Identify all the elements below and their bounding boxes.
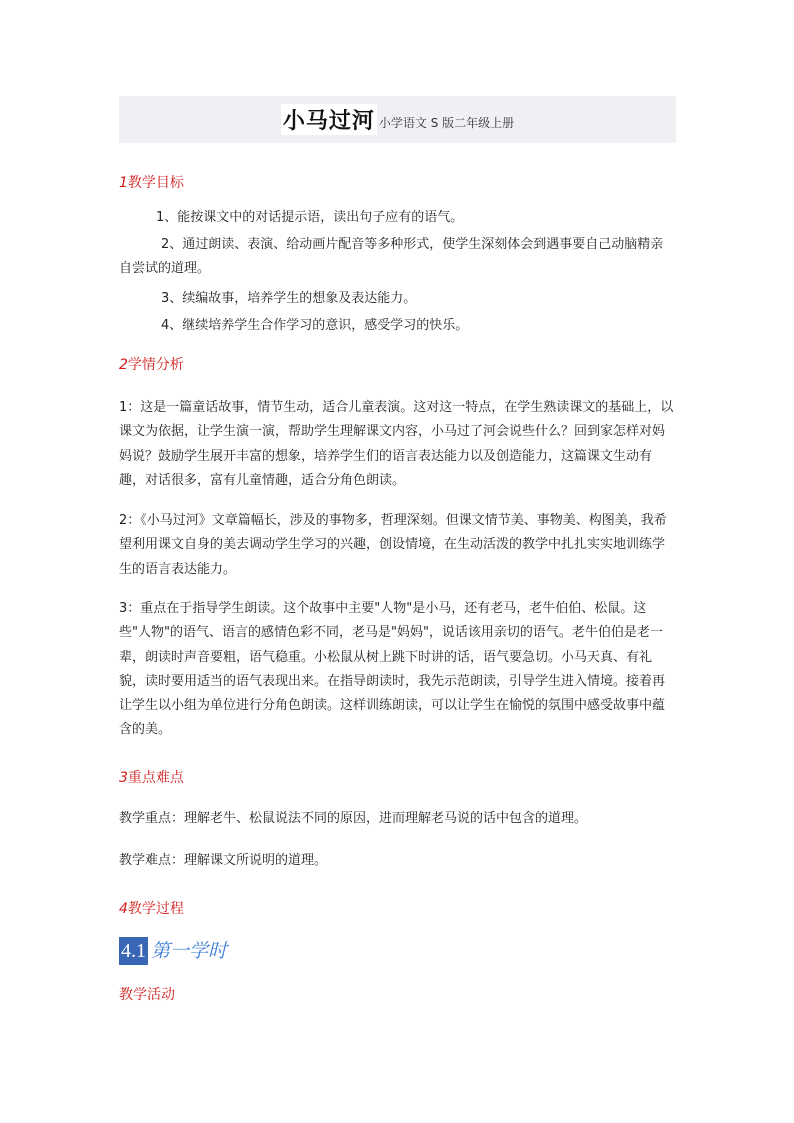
goal-item: 4、继续培养学生合作学习的意识，感受学习的快乐。: [161, 318, 469, 333]
section-number: 3: [119, 770, 128, 786]
goal-item: 2、通过朗读、表演、给动画片配音等多种形式，使学生深刻体会到遇事要自己动脑精亲自尝试的道理。: [119, 237, 664, 277]
analysis-paragraph: 1：这是一篇童话故事，情节生动，适合儿童表演。这对这一特点，在学生熟读课文的基础上，以课文为依据，让学生演一演，帮助学生理解课文内容，小马过了河会说些什么？回到家怎样对妈妈说？鼓励学生展开丰富的想象，培养学生们的语言表达能力以及创造能力，这篇课文生动有趣，对话很多，富有儿童情趣，适合分角色朗读。: [119, 400, 674, 488]
section-label: 学情分析: [127, 357, 184, 373]
key-difficulty: 教学难点：理解课文所说明的道理。: [119, 853, 328, 868]
section-label: 教学过程: [127, 901, 184, 917]
key-focus: 教学重点：理解老牛、松鼠说法不同的原因，进而理解老马说的话中包含的道理。: [119, 811, 588, 826]
section-label: 重点难点: [127, 770, 184, 786]
section-heading-keypoints: [119, 767, 184, 787]
activity-heading: 教学活动: [119, 987, 175, 1003]
goal-item: 1、能按课文中的对话提示语，读出句子应有的语气。: [156, 210, 464, 225]
subsection-title: 第一学时: [151, 940, 228, 962]
section-heading-process: [119, 898, 184, 918]
analysis-paragraph: 2：《小马过河》文章篇幅长，涉及的事物多，哲理深刻。但课文情节美、事物美、构图美，我希望利用课文自身的美去调动学生学习的兴趣，创设情境，在生动活泼的教学中扎扎实实地训练学生的语言表达能力。: [119, 513, 667, 577]
title-bar: [119, 96, 676, 143]
section-number: 4: [119, 901, 128, 917]
page-subtitle: 小学语文 S 版二年级上册: [378, 116, 515, 130]
section-number: 1: [119, 175, 128, 191]
analysis-paragraph: 3：重点在于指导学生朗读。这个故事中主要"人物"是小马，还有老马，老牛伯伯、松鼠。这些"人物"的语气、语言的感情色彩不同，老马是"妈妈"，说话该用亲切的语气。老牛伯伯是老一辈，朗读时声音要粗，语气稳重。小松鼠从树上跳下时讲的话，语气要急切。小马天真、有礼貌，读时要用适当的语气表现出来。在指导朗读时，我先示范朗读，引导学生进入情境。接着再让学生以小组为单位进行分角色朗读。这样训练朗读，可以让学生在愉悦的氛围中感受故事中蕴含的美。: [119, 601, 666, 738]
section-label: 教学目标: [127, 175, 184, 191]
section-heading-analysis: [119, 354, 184, 374]
subsection-number: 4.1: [119, 937, 148, 965]
goal-item: 3、续编故事，培养学生的想象及表达能力。: [161, 291, 417, 306]
section-heading-goals: [119, 172, 184, 192]
section-number: 2: [119, 357, 128, 373]
page-title: 小马过河: [281, 104, 377, 135]
